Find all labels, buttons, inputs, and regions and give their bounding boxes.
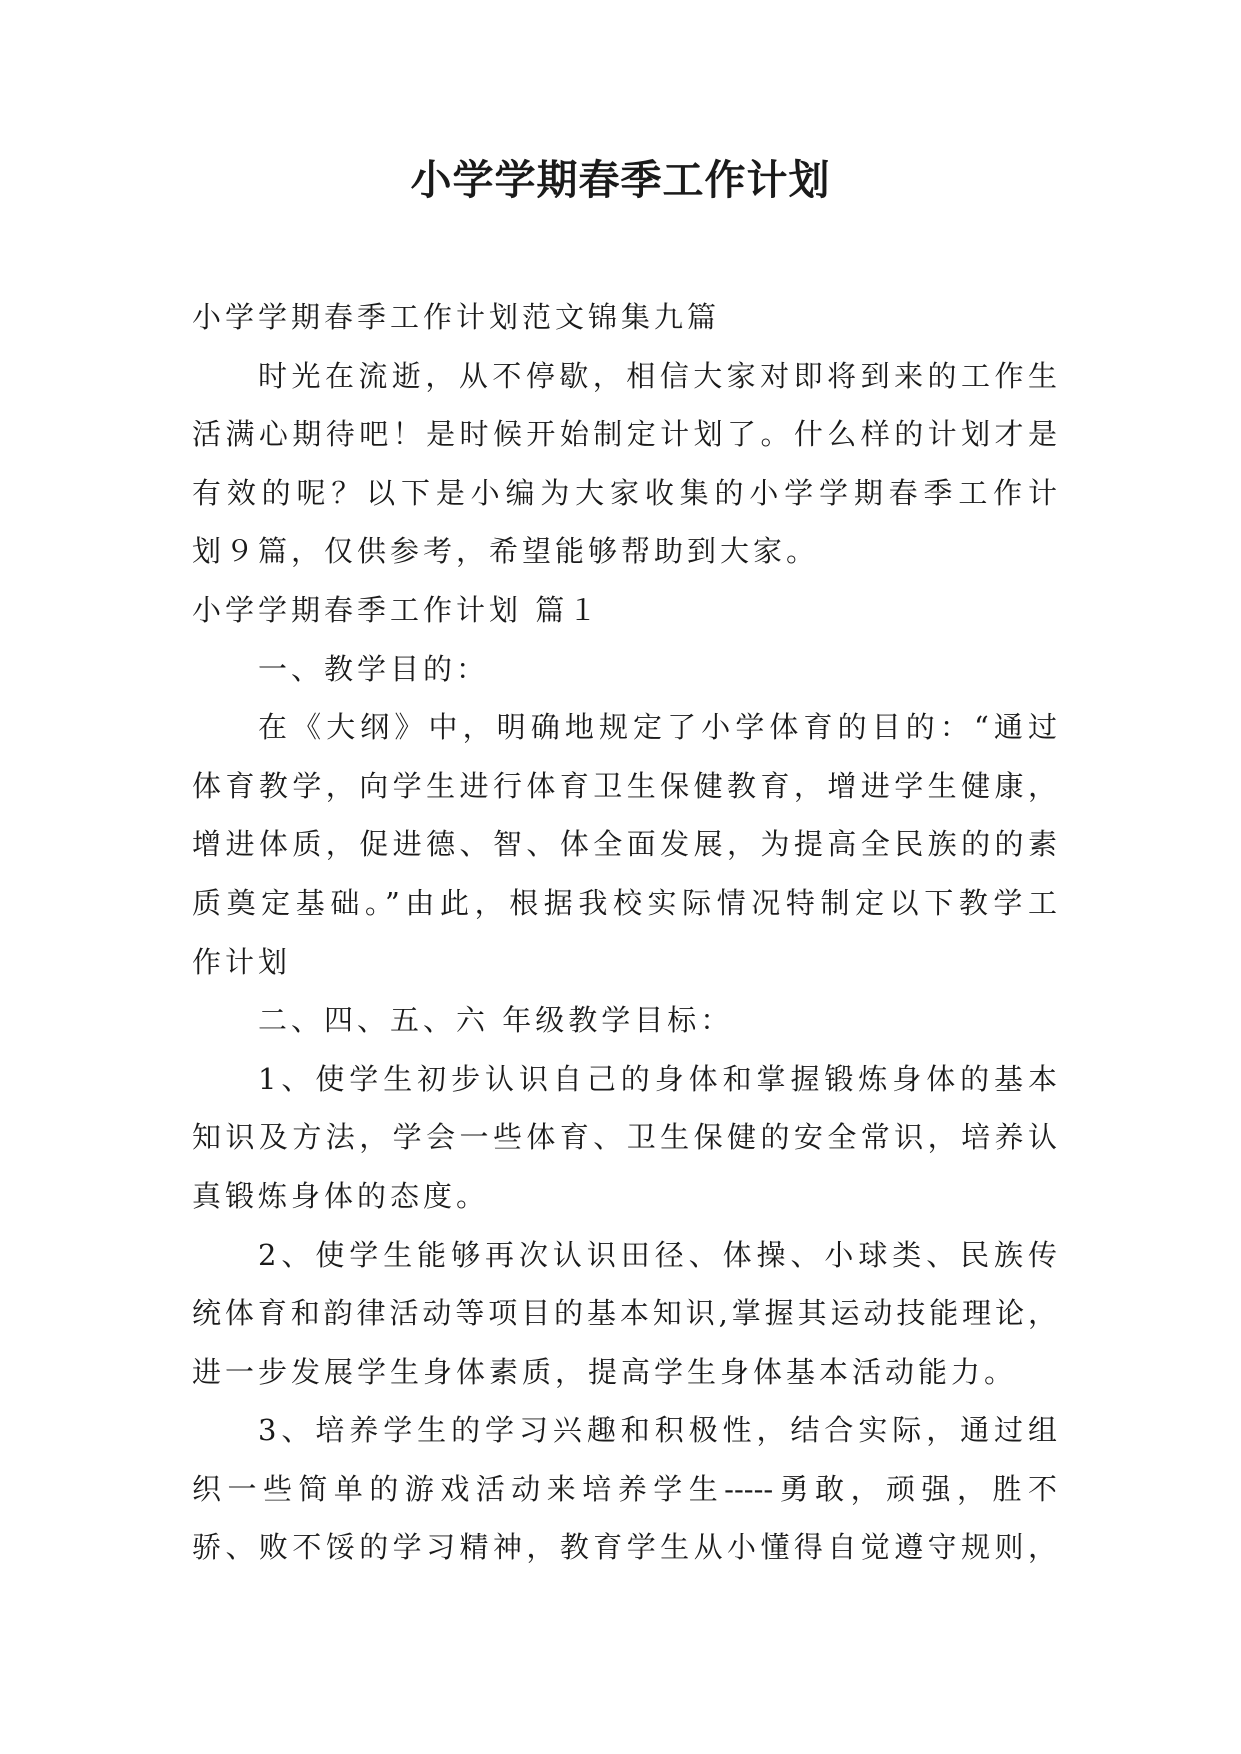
goal-1-line: 知识及方法，学会一些体育、卫生保健的安全常识，培养认 <box>192 1120 1057 1155</box>
goal-1-line: 真锻炼身体的态度。 <box>192 1178 490 1213</box>
goal-3-line: 骄、败不馁的学习精神，教育学生从小懂得自觉遵守规则， <box>192 1530 1057 1565</box>
purpose-paragraph-line: 增进体质，促进德、智、体全面发展，为提高全民族的的素 <box>192 827 1057 862</box>
goal-2-line: 统体育和韵律活动等项目的基本知识,掌握其运动技能理论， <box>192 1296 1057 1331</box>
intro-paragraph-line: 活满心期待吧！是时候开始制定计划了。什么样的计划才是 <box>192 417 1057 452</box>
goal-2-line: 进一步发展学生身体素质，提高学生身体基本活动能力。 <box>192 1354 1018 1389</box>
purpose-paragraph-line: 体育教学，向学生进行体育卫生保健教育，增进学生健康， <box>192 768 1057 803</box>
document-title: 小学学期春季工作计划 <box>410 156 831 204</box>
subtitle-line: 小学学期春季工作计划范文锦集九篇 <box>192 300 721 334</box>
purpose-paragraph-line: 质奠定基础。”由此，根据我校实际情况特制定以下教学工 <box>192 885 1057 920</box>
heading-grade-goals: 二、四、五、六 年级教学目标： <box>258 1003 734 1038</box>
intro-paragraph-line: 划９篇，仅供参考，希望能够帮助到大家。 <box>192 534 820 569</box>
document-body <box>192 288 1057 1577</box>
heading-teaching-purpose: 一、教学目的： <box>258 651 490 686</box>
purpose-paragraph-line: 在《大纲》中，明确地规定了小学体育的目的：“通过 <box>258 710 1057 745</box>
goal-3-line: 3、培养学生的学习兴趣和积极性，结合实际，通过组 <box>258 1413 1057 1448</box>
intro-paragraph-line: 时光在流逝，从不停歇，相信大家对即将到来的工作生 <box>258 358 1057 393</box>
purpose-paragraph-line: 作计划 <box>192 944 292 979</box>
section-heading-line: 小学学期春季工作计划 篇１ <box>192 592 602 627</box>
goal-3-line: 织一些简单的游戏活动来培养学生-----勇敢，顽强，胜不 <box>192 1471 1057 1506</box>
intro-paragraph-line: 有效的呢？以下是小编为大家收集的小学学期春季工作计 <box>192 475 1057 510</box>
goal-1-line: 1、使学生初步认识自己的身体和掌握锻炼身体的基本 <box>258 1061 1057 1096</box>
goal-2-line: 2、使学生能够再次认识田径、体操、小球类、民族传 <box>258 1237 1057 1272</box>
